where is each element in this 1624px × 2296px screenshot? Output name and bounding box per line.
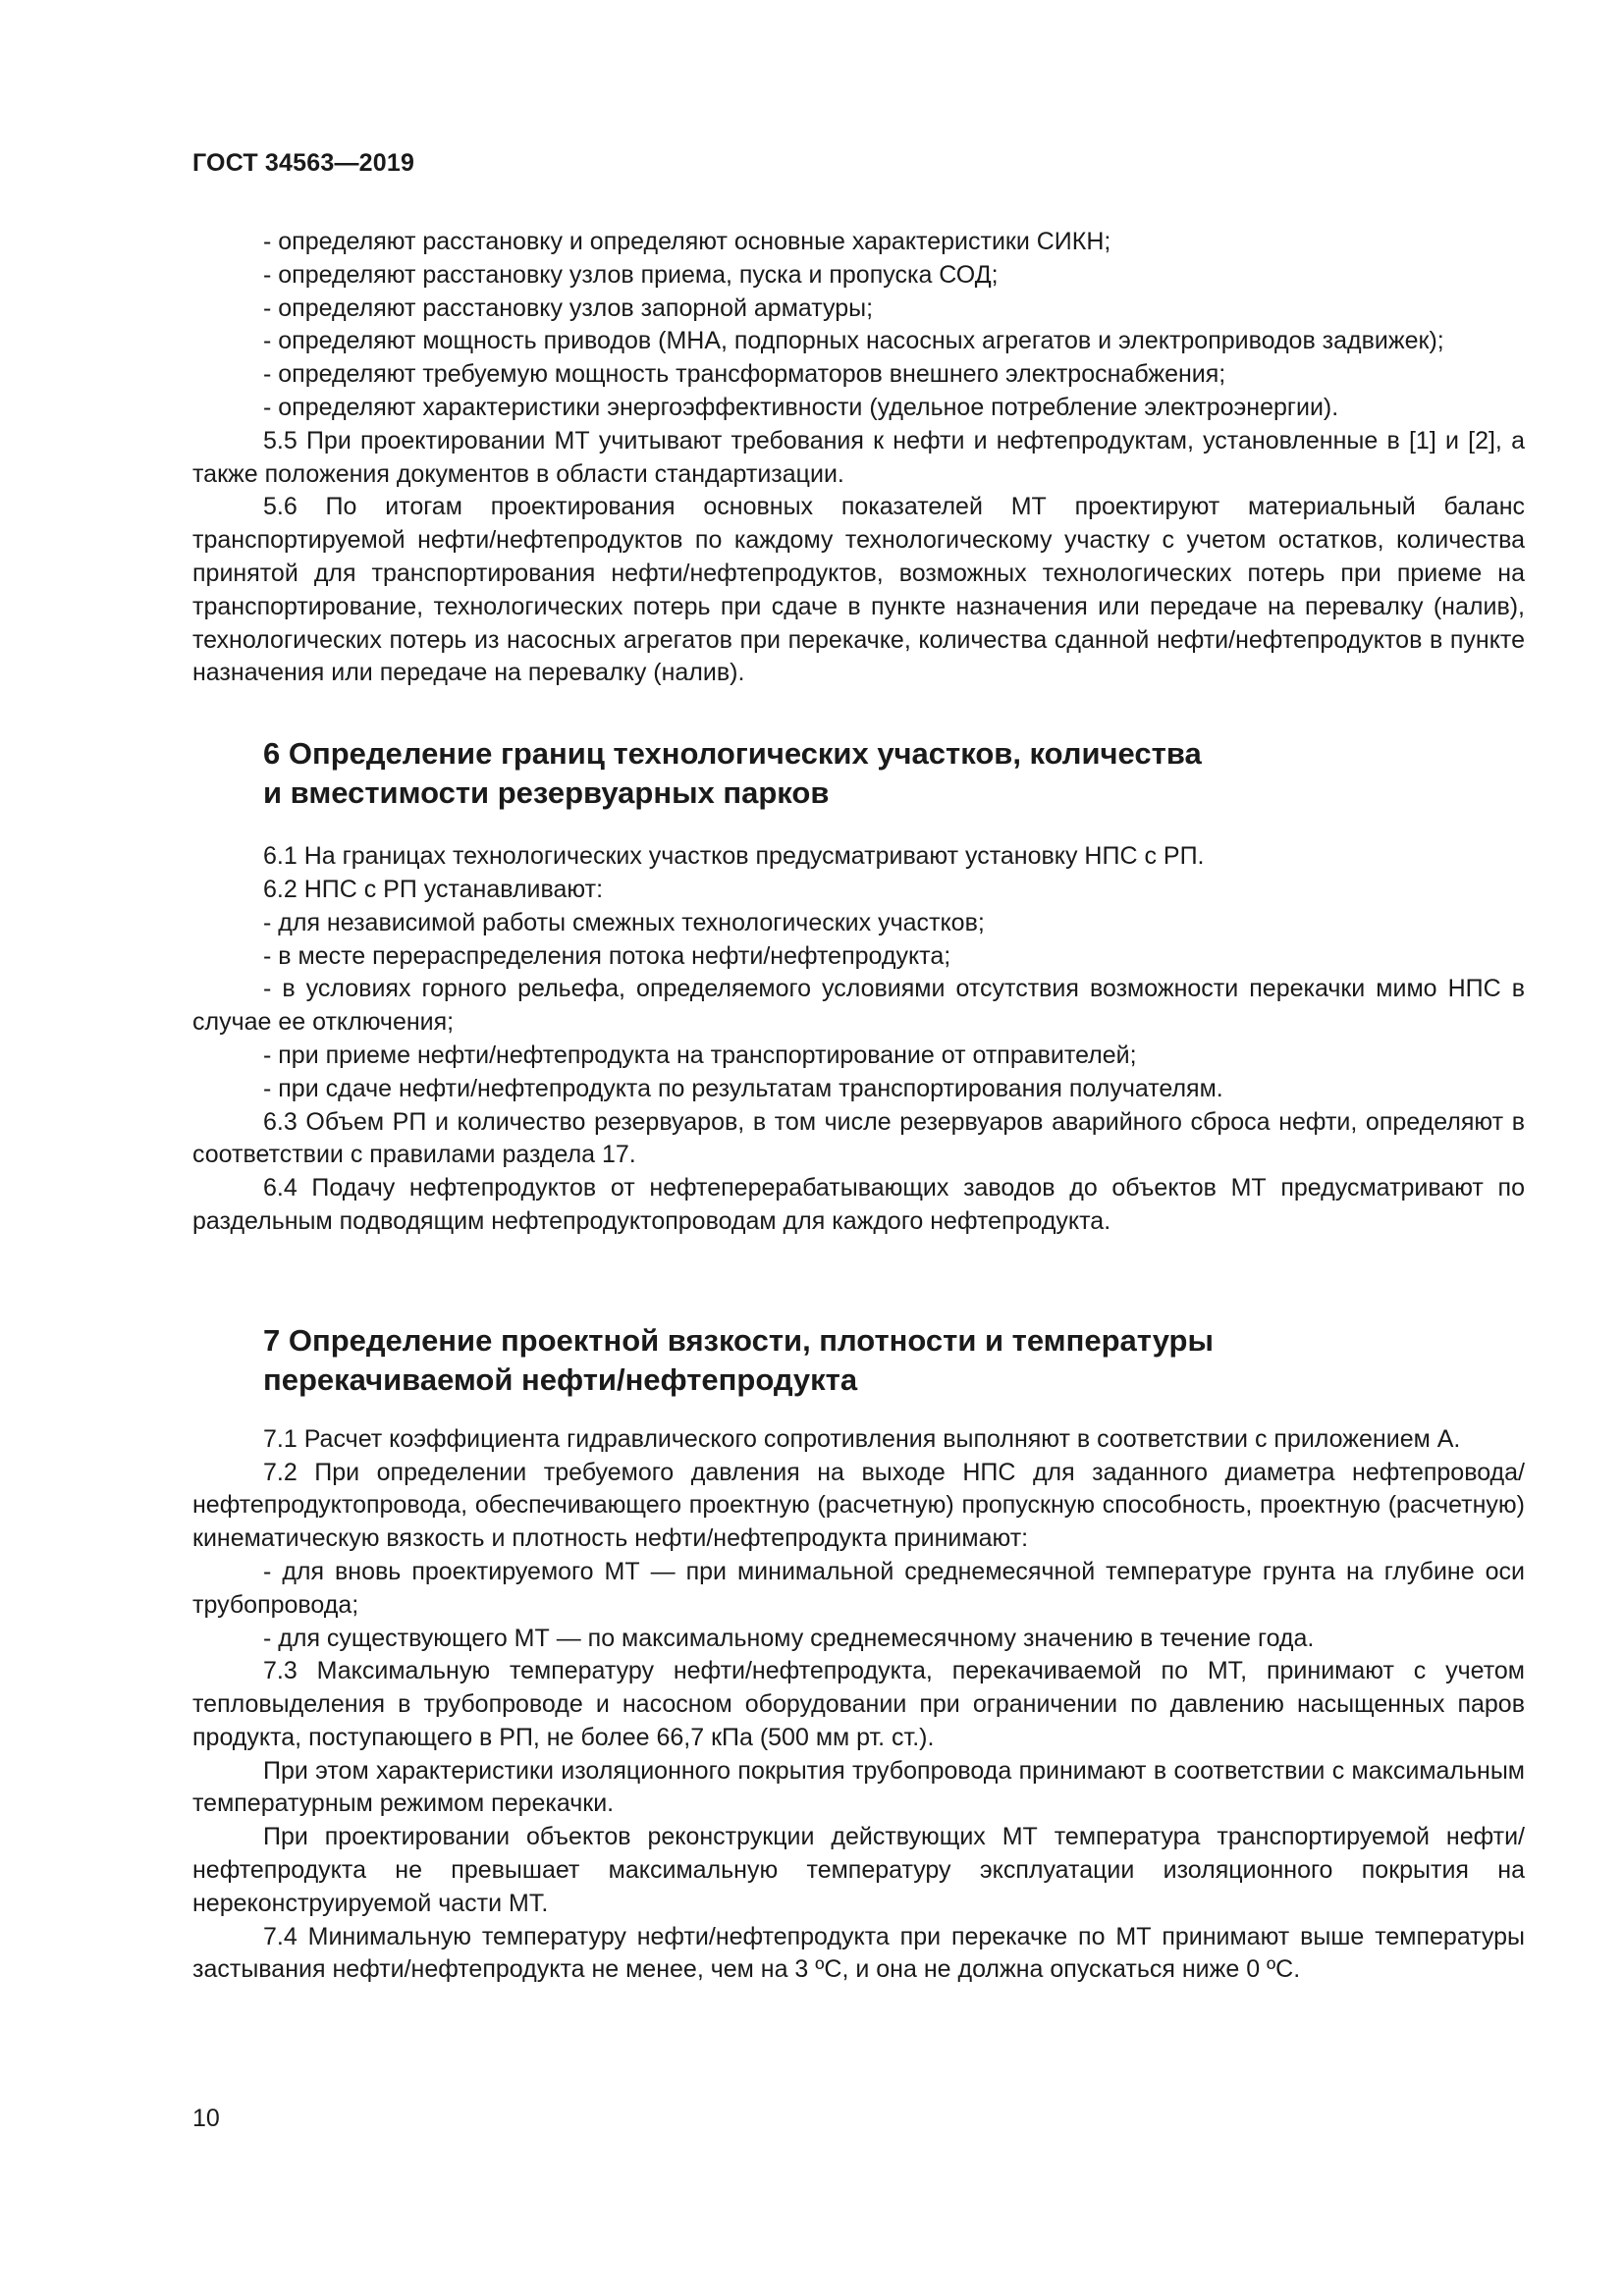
- list-item: - при приеме нефти/нефтепродукта на транспортирование от отправителей;: [263, 1041, 1137, 1069]
- paragraph: 6.1 На границах технологических участков предусматривают установку НПС с РП.: [263, 842, 1205, 871]
- paragraph: 7.4 Минимальную температуру нефти/нефтепродукта при перекачке по МТ принимают выше температуры застывания нефти/нефтепродукта не менее, чем на 3 ºС, и она не должна опускаться ниже 0 ºС.: [192, 1922, 1525, 1984]
- list-item: - определяют расстановку узлов запорной арматуры;: [263, 294, 874, 322]
- list-item: - при сдаче нефти/нефтепродукта по результатам транспортирования получателям.: [263, 1074, 1223, 1102]
- section-7-heading: [192, 1321, 1525, 1400]
- list-item: - определяют требуемую мощность трансформаторов внешнего электроснабжения;: [263, 360, 1226, 389]
- paragraph: При проектировании объектов реконструкции действующих МТ температура транспортируемой нефти/нефтепродукта не превышает максимальную температуру эксплуатации изоляционного покрытия на нереконструируемой части МТ.: [192, 1823, 1525, 1917]
- paragraph: 7.2 При определении требуемого давления на выходе НПС для заданного диаметра нефтепровода/нефтепродуктопровода, обеспечивающего проектную (расчетную) пропускную способность, проектную (расчетную) кинематическую вязкость и плотность нефти/нефтепродукта принимают:: [192, 1458, 1525, 1553]
- paragraph: 5.5 При проектировании МТ учитывают требования к нефти и нефтепродуктам, установленные в [1] и [2], а также положения документов в области стандартизации.: [192, 426, 1525, 488]
- list-item: - определяют характеристики энергоэффективности (удельное потребление электроэнергии).: [263, 393, 1339, 421]
- paragraph: 5.6 По итогам проектирования основных показателей МТ проектируют материальный баланс транспортируемой нефти/нефтепродуктов по каждому технологическому участку с учетом остатков, количества принятой для транспортирования нефти/нефтепродуктов, возможных технологических потерь при приеме на транспортирование, технологических потерь при сдаче в пункте назначения или передаче на перевалку (налив), технологических потерь из насосных агрегатов при перекачке, количества сданной нефти/нефтепродуктов в пункте назначения или передаче на перевалку (налив).: [192, 493, 1525, 687]
- list-item: - определяют расстановку узлов приема, пуска и пропуска СОД;: [263, 260, 999, 289]
- paragraph: 6.2 НПС с РП устанавливают:: [263, 875, 604, 903]
- section-7-heading-line-2: перекачиваемой нефти/нефтепродукта: [263, 1362, 858, 1397]
- list-item: - для вновь проектируемого МТ — при минимальной среднемесячной температуре грунта на глубине оси трубопровода;: [192, 1557, 1525, 1619]
- paragraph: 7.1 Расчет коэффициента гидравлического сопротивления выполняют в соответствии с приложением А.: [263, 1424, 1461, 1453]
- document-header: ГОСТ 34563—2019: [192, 149, 415, 177]
- list-item: - для существующего МТ — по максимальному среднемесячному значению в течение года.: [263, 1624, 1315, 1652]
- page-number: 10: [192, 2105, 220, 2132]
- paragraph: 7.3 Максимальную температуру нефти/нефтепродукта, перекачиваемой по МТ, принимают с учетом тепловыделения в трубопроводе и насосном оборудовании при ограничении по давлению насыщенных паров продукта, поступающего в РП, не более 66,7 кПа (500 мм рт. ст.).: [192, 1657, 1525, 1751]
- paragraph: 6.3 Объем РП и количество резервуаров, в том числе резервуаров аварийного сброса нефти, определяют в соответствии с правилами раздела 17.: [192, 1107, 1525, 1169]
- section-6-heading: [192, 734, 1525, 813]
- section-6-heading-line-1: 6 Определение границ технологических участков, количества: [263, 736, 1202, 772]
- list-item: - определяют мощность приводов (МНА, подпорных насосных агрегатов и электроприводов задвижек);: [263, 327, 1444, 355]
- paragraph: При этом характеристики изоляционного покрытия трубопровода принимают в соответствии с максимальным температурным режимом перекачки.: [192, 1756, 1525, 1818]
- list-item: - в условиях горного рельефа, определяемого условиями отсутствия возможности перекачки мимо НПС в случае ее отключения;: [192, 975, 1525, 1037]
- section-7-heading-line-1: 7 Определение проектной вязкости, плотности и температуры: [263, 1322, 1214, 1358]
- paragraph: 6.4 Подачу нефтепродуктов от нефтеперерабатывающих заводов до объектов МТ предусматривают по раздельным подводящим нефтепродуктопроводам для каждого нефтепродукта.: [192, 1174, 1525, 1235]
- document-body: [192, 226, 1525, 1987]
- list-item: - в месте перераспределения потока нефти/нефтепродукта;: [263, 941, 951, 970]
- section-6-heading-line-2: и вместимости резервуарных парков: [263, 775, 830, 811]
- list-item: - определяют расстановку и определяют основные характеристики СИКН;: [263, 228, 1111, 255]
- list-item: - для независимой работы смежных технологических участков;: [263, 908, 985, 936]
